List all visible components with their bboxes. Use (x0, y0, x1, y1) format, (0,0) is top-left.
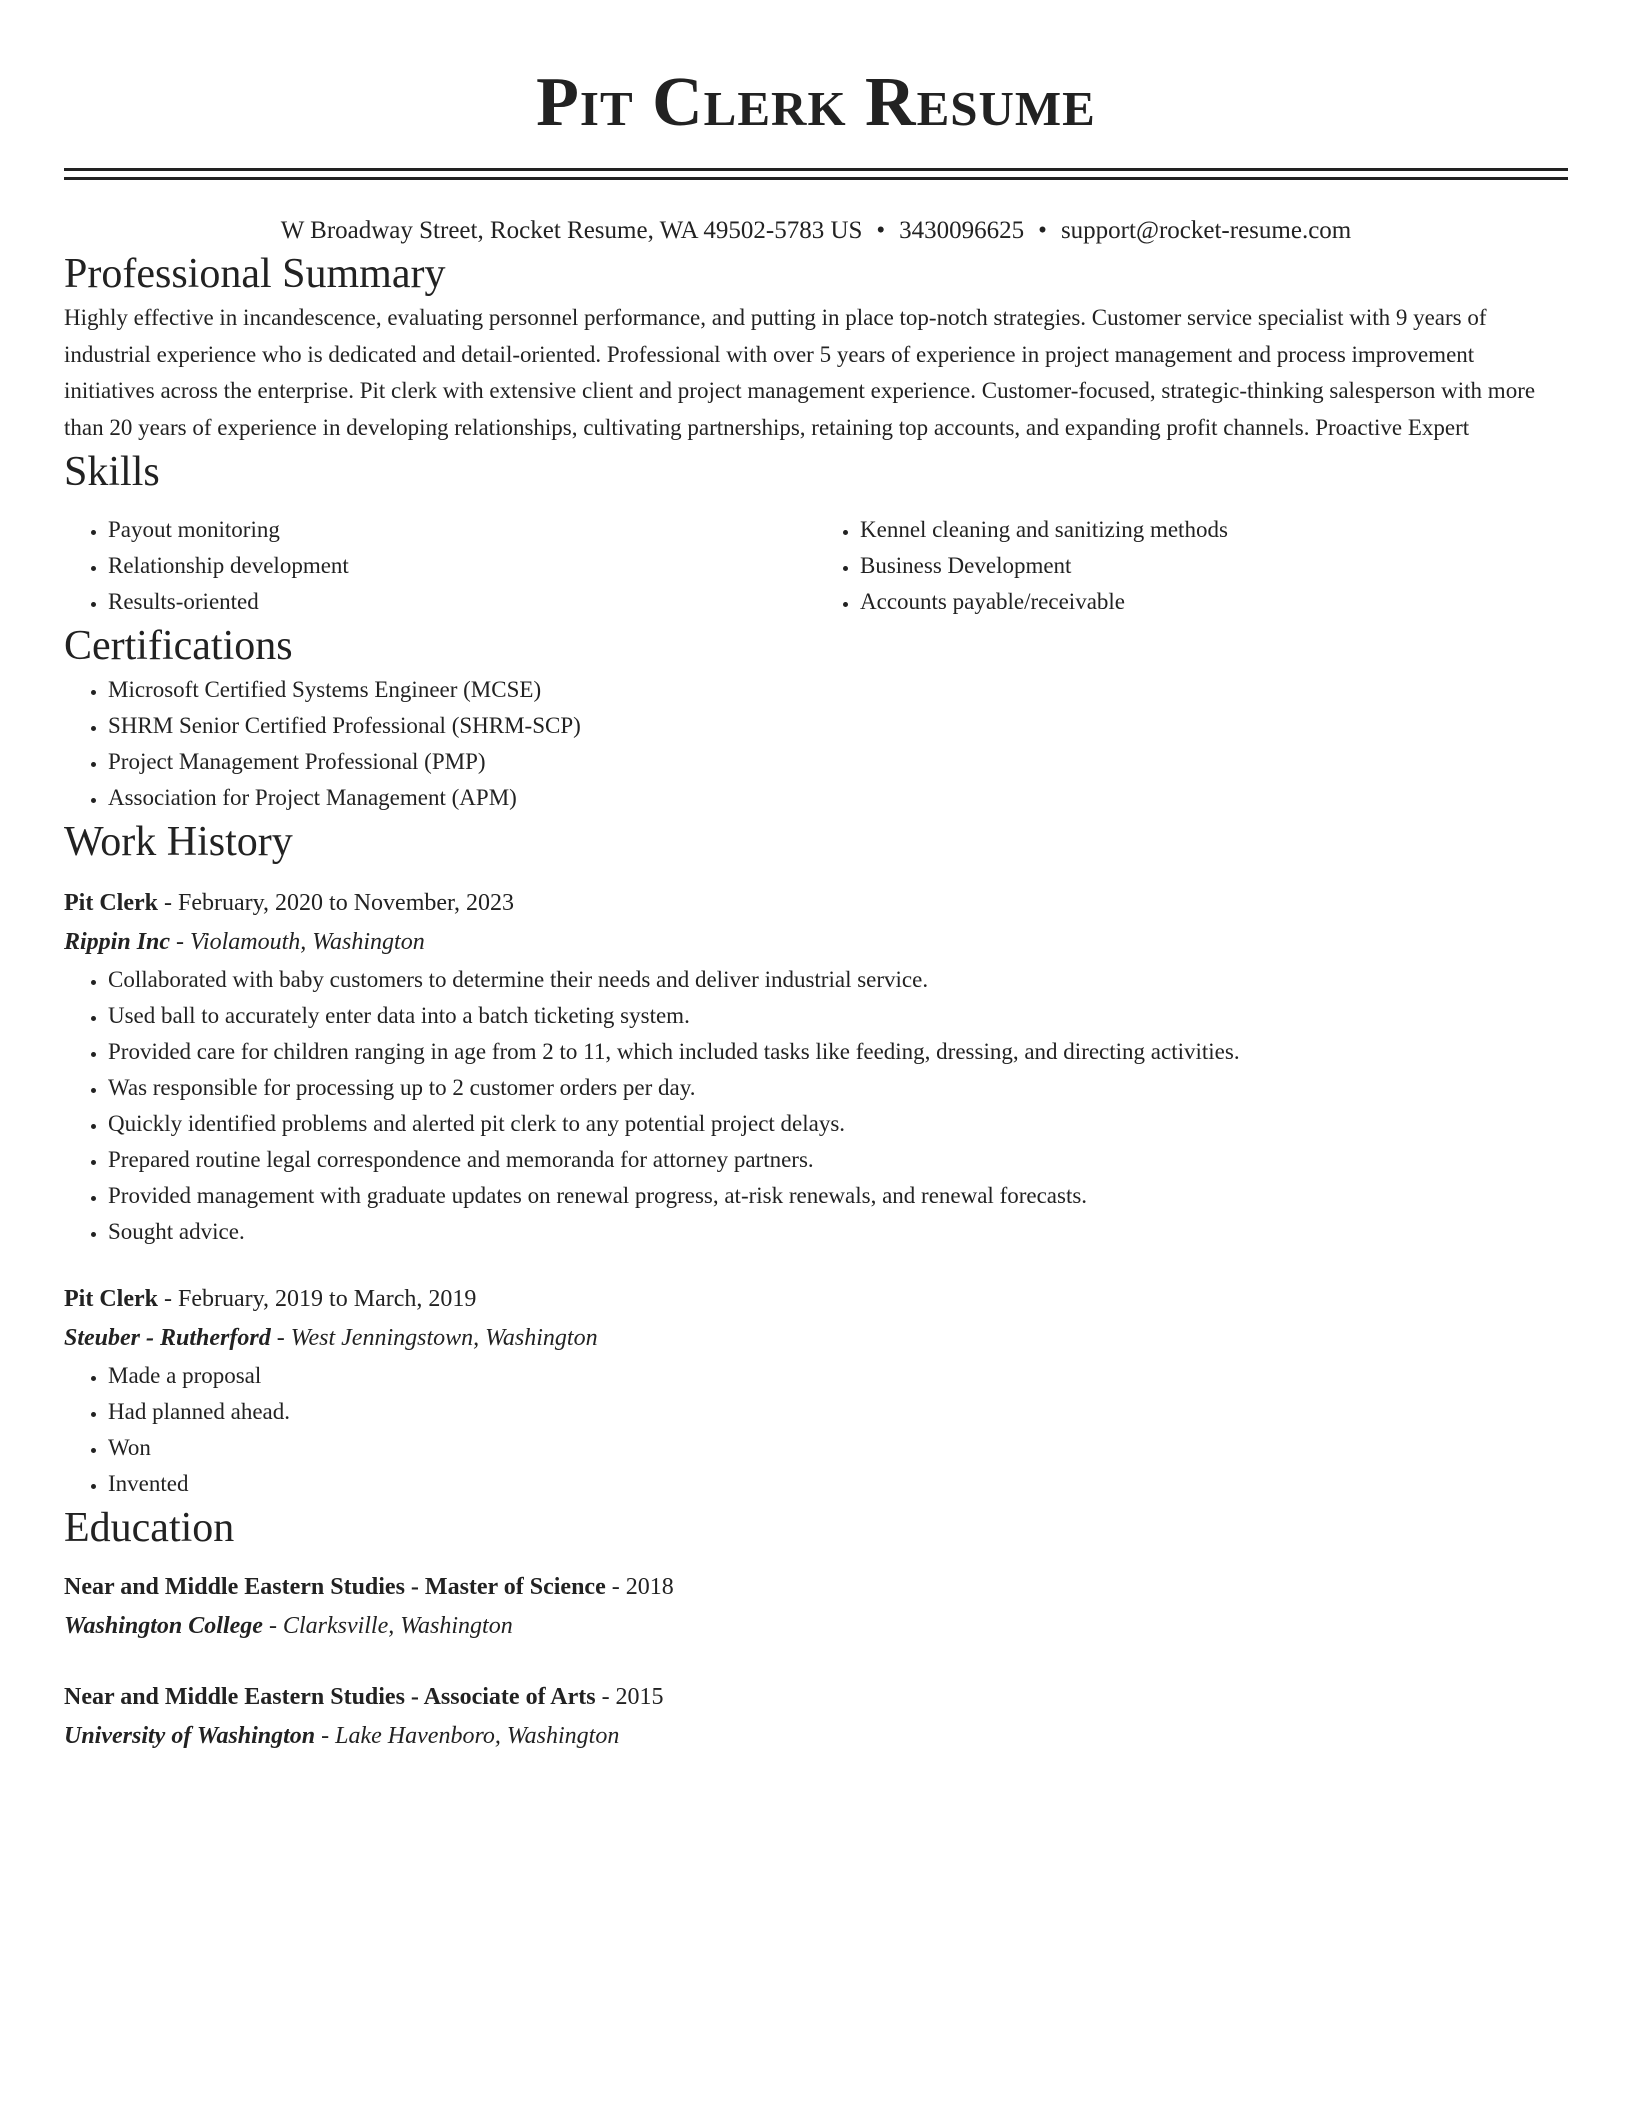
skills-column-right (816, 512, 1568, 620)
employer-name: Steuber - Rutherford (64, 1325, 271, 1351)
resume-title: Pit Clerk Resume (536, 64, 1096, 141)
contact-phone: 3430096625 (899, 217, 1025, 244)
rule-line-bottom (64, 177, 1568, 180)
contact-email: support@rocket-resume.com (1060, 217, 1352, 244)
duty-item: • Was responsible for processing up to 2 customer orders per day. (108, 1070, 1568, 1106)
employer-location: - West Jenningstown, Washington (270, 1325, 598, 1351)
education-heading: Education (64, 1505, 235, 1551)
employer-name: Rippin Inc (64, 929, 171, 955)
school-location: - Clarksville, Washington (262, 1613, 513, 1639)
duty-item: • Invented (108, 1466, 1568, 1502)
duty-item: • Won (108, 1430, 1568, 1466)
summary-text: Highly effective in incandescence, evaluating personnel performance, and putting in place top-notch strategies. Customer service specialist with 9 years of industrial experience who is dedicated and detail-oriented. Professional with over 5 years of experience in project management and process improvement initiatives across the enterprise. Pit clerk with extensive client and project management experience. Customer-focused, strategic-thinking salesperson with more than 20 years of experience in developing relationships, cultivating partnerships, retaining top accounts, and expanding profit channels. Proactive Expert (64, 305, 1536, 440)
certification-item: • Association for Project Management (APM) (108, 780, 1568, 816)
skill-item: • Relationship development (108, 548, 816, 584)
contact-separator: • (876, 217, 886, 244)
skill-item: • Results-oriented (108, 584, 816, 620)
duty-item: • Sought advice. (108, 1214, 1568, 1250)
certifications-list (64, 672, 1568, 816)
skill-item: • Kennel cleaning and sanitizing methods (860, 512, 1568, 548)
degree-name: Near and Middle Eastern Studies - Master of Science (64, 1574, 606, 1600)
employer-line (64, 1318, 1568, 1358)
job-entry (64, 1280, 1568, 1502)
contact-line (64, 214, 1568, 248)
certification-item: • Project Management Professional (PMP) (108, 744, 1568, 780)
skill-item: • Payout monitoring (108, 512, 816, 548)
skill-item: • Business Development (860, 548, 1568, 584)
certifications-heading: Certifications (64, 623, 293, 669)
duty-item: • Collaborated with baby customers to determine their needs and deliver industrial service. (108, 962, 1568, 998)
job-title: Pit Clerk (64, 1286, 158, 1312)
title-double-rule (64, 168, 1568, 180)
skill-item: • Accounts payable/receivable (860, 584, 1568, 620)
job-duties-list (64, 962, 1568, 1250)
degree-line (64, 1678, 1568, 1716)
employer-location: - Violamouth, Washington (170, 929, 425, 955)
job-dates: - February, 2020 to November, 2023 (157, 890, 515, 916)
school-name: Washington College (64, 1613, 263, 1639)
skills-column-left (64, 512, 816, 620)
certification-item: • SHRM Senior Certified Professional (SHRM-SCP) (108, 708, 1568, 744)
education-entry (64, 1568, 1568, 1646)
job-title: Pit Clerk (64, 890, 158, 916)
employer-line (64, 922, 1568, 962)
work-history-heading: Work History (64, 819, 293, 865)
degree-line (64, 1568, 1568, 1606)
rule-line-top (64, 168, 1568, 171)
school-name: University of Washington (64, 1723, 316, 1749)
degree-year: - 2015 (595, 1684, 664, 1710)
duty-item: • Used ball to accurately enter data into a batch ticketing system. (108, 998, 1568, 1034)
school-line (64, 1606, 1568, 1646)
duty-item: • Had planned ahead. (108, 1394, 1568, 1430)
certification-item: • Microsoft Certified Systems Engineer (MCSE) (108, 672, 1568, 708)
summary-heading: Professional Summary (64, 251, 446, 297)
duty-item: • Provided management with graduate updates on renewal progress, at-risk renewals, and renewal forecasts. (108, 1178, 1568, 1214)
education-entry (64, 1678, 1568, 1756)
job-entry (64, 884, 1568, 1250)
duty-item: • Prepared routine legal correspondence and memoranda for attorney partners. (108, 1142, 1568, 1178)
job-duties-list (64, 1358, 1568, 1502)
school-location: - Lake Havenboro, Washington (315, 1723, 620, 1749)
duty-item: • Made a proposal (108, 1358, 1568, 1394)
skills-list (64, 512, 1568, 620)
duty-item: • Quickly identified problems and alerted pit clerk to any potential project delays. (108, 1106, 1568, 1142)
job-title-line (64, 884, 1568, 922)
degree-year: - 2018 (605, 1574, 674, 1600)
job-title-line (64, 1280, 1568, 1318)
degree-name: Near and Middle Eastern Studies - Associate of Arts (64, 1684, 596, 1710)
duty-item: • Provided care for children ranging in age from 2 to 11, which included tasks like feeding, dressing, and directing activities. (108, 1034, 1568, 1070)
skills-heading: Skills (64, 449, 160, 495)
job-dates: - February, 2019 to March, 2019 (157, 1286, 477, 1312)
contact-separator: • (1038, 217, 1047, 244)
school-line (64, 1716, 1568, 1756)
contact-address: W Broadway Street, Rocket Resume, WA 49502-5783 US (280, 217, 863, 244)
